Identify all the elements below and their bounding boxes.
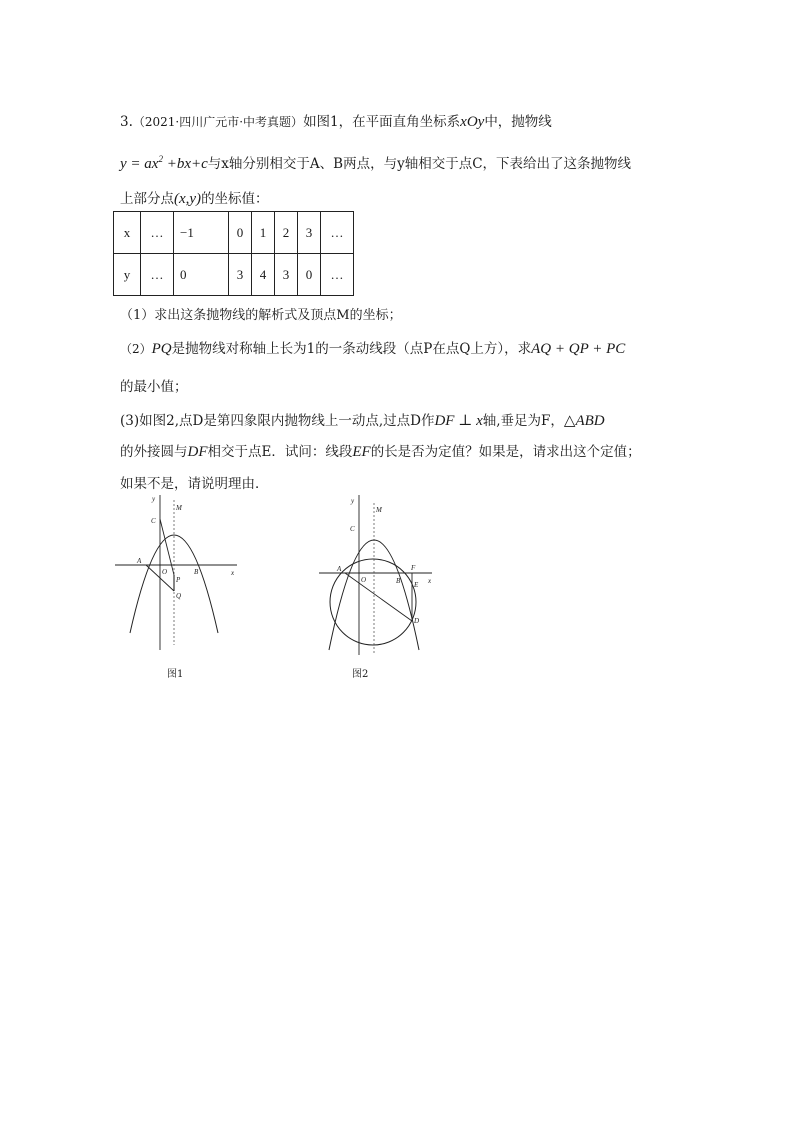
label-y: y xyxy=(152,495,156,503)
coordinate-table xyxy=(113,211,354,296)
label-c: C xyxy=(151,517,156,525)
label-e: E xyxy=(414,581,419,589)
table-cell: 4 xyxy=(252,254,275,296)
question-3-line-1: (3)如图2,点D是第四象限内抛物线上一动点,过点D作DF ⊥ x轴,垂足为F，△ABD xyxy=(120,413,605,429)
sum-expression: AQ + QP + PC xyxy=(531,341,626,357)
problem-text-3-end: 的坐标值： xyxy=(201,191,269,207)
figure-1-diagram xyxy=(115,495,245,655)
question-2-line-1: （2）PQ是抛物线对称轴上长为1的一条动线段（点P在点Q上方），求AQ + QP + PC xyxy=(120,341,626,357)
problem-number: 3. xyxy=(120,114,133,130)
table-cell: 3 xyxy=(298,212,321,254)
problem-text-1: 如图1，在平面直角坐标系 xyxy=(303,114,461,130)
label-o: O xyxy=(162,568,168,576)
question-1: （1）求出这条抛物线的解析式及顶点M的坐标； xyxy=(120,308,402,323)
point-xy: (x,y) xyxy=(174,191,202,207)
question-3-line-2: 的外接圆与DF相交于点E．试问：线段EF的长是否为定值？如果是，请求出这个定值； xyxy=(120,444,641,460)
label-f: F xyxy=(411,564,416,572)
figure-2-caption: 图2 xyxy=(352,669,369,680)
label-a: A xyxy=(337,565,342,573)
table-cell: 2 xyxy=(275,212,298,254)
table-cell: y xyxy=(114,254,141,296)
table-cell: 0 xyxy=(229,212,252,254)
table-cell: … xyxy=(141,212,174,254)
label-q: Q xyxy=(176,592,182,600)
label-o: O xyxy=(361,576,367,584)
label-x: x xyxy=(231,569,235,577)
label-x: x xyxy=(428,577,432,585)
table-cell: −1 xyxy=(174,212,229,254)
label-b: B xyxy=(396,577,401,585)
problem-line-2 xyxy=(120,152,631,173)
table-row-x xyxy=(114,212,354,254)
label-a: A xyxy=(137,557,142,565)
problem-line-1 xyxy=(120,110,552,131)
table-cell: 0 xyxy=(298,254,321,296)
problem-text-3: 上部分点 xyxy=(120,191,174,207)
problem-line-3 xyxy=(120,187,269,208)
table-cell: 1 xyxy=(252,212,275,254)
table-cell: 0 xyxy=(174,254,229,296)
problem-source: （2021·四川广元市·中考真题） xyxy=(132,115,304,129)
question-3-line-3: 如果不是，请说明理由． xyxy=(120,476,269,492)
label-p: P xyxy=(176,576,181,584)
label-m: M xyxy=(176,504,182,512)
table-cell: … xyxy=(321,254,354,296)
segment-cp xyxy=(160,519,174,575)
circumcircle xyxy=(330,559,416,645)
label-b: B xyxy=(194,568,199,576)
figure-1-caption: 图1 xyxy=(167,669,184,680)
problem-text-1-end: 中，抛物线 xyxy=(484,114,552,130)
segment-pq: PQ xyxy=(151,341,172,357)
question-2-line-2: 的最小值； xyxy=(120,379,188,395)
coord-system: xOy xyxy=(460,114,485,130)
table-cell: … xyxy=(321,212,354,254)
label-c: C xyxy=(350,525,355,533)
table-cell: 3 xyxy=(275,254,298,296)
table-row-y xyxy=(114,254,354,296)
equation: $y = ax^2 +bx+c$ xyxy=(120,154,208,172)
problem-text-2: 与x轴分别相交于A、B两点，与y轴相交于点C，下表给出了这条抛物线 xyxy=(207,156,632,172)
table-cell: … xyxy=(141,254,174,296)
label-y: y xyxy=(351,497,355,505)
figure-2-diagram xyxy=(315,495,440,660)
label-d: D xyxy=(414,617,420,625)
label-m: M xyxy=(376,506,382,514)
segment-ad xyxy=(345,573,412,621)
table-cell: x xyxy=(114,212,141,254)
table-cell: 3 xyxy=(229,254,252,296)
